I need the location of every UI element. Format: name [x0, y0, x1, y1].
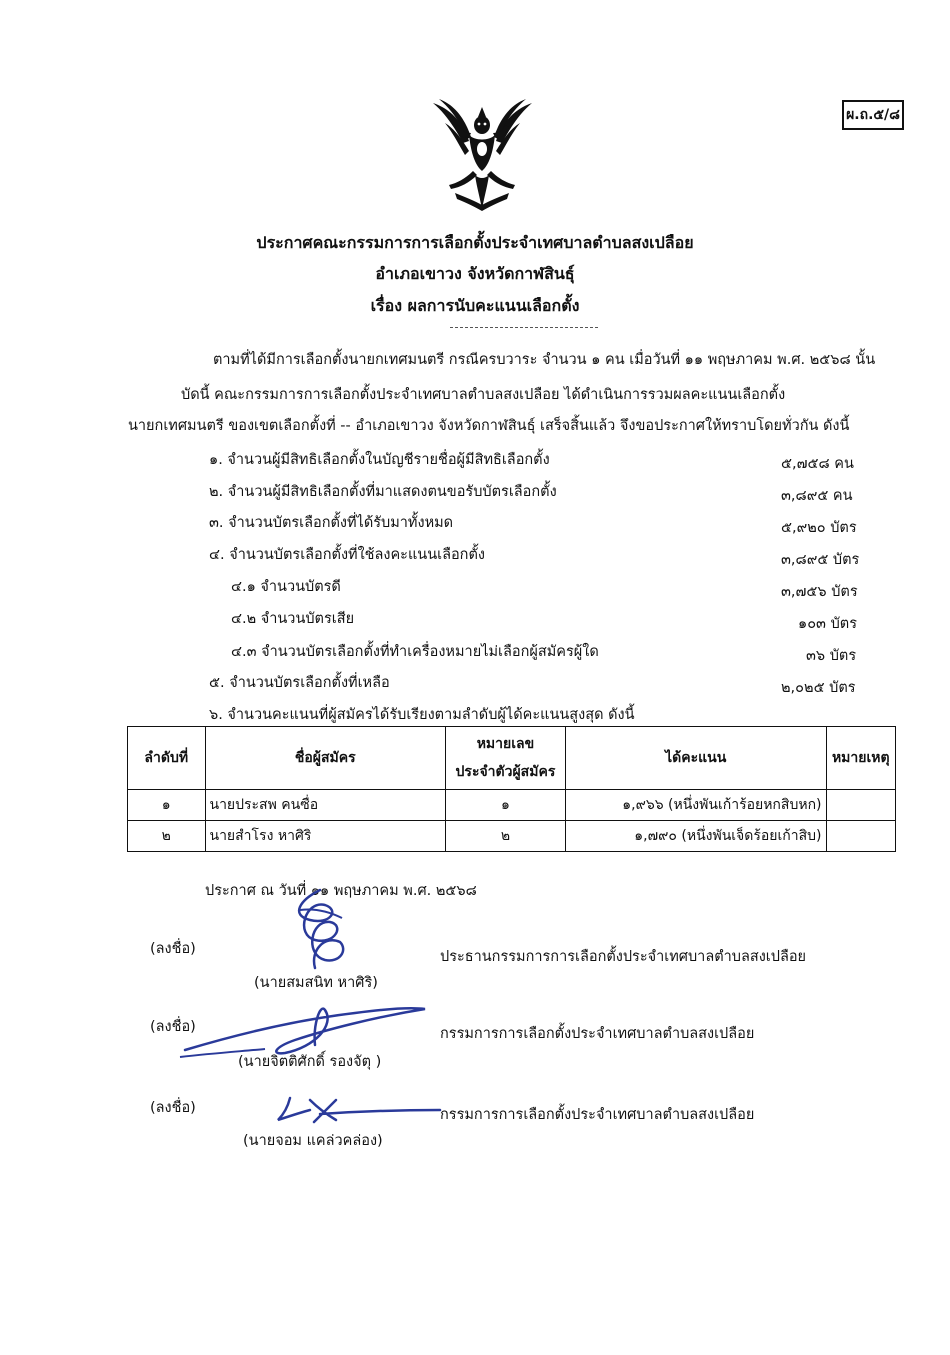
cell-rank: ๑ [128, 790, 206, 821]
item-label: ๔. จำนวนบัตรเลือกตั้งที่ใช้ลงคะแนนเลือกตั้ง [209, 547, 485, 563]
signature-1-mark [270, 880, 370, 975]
table-header-row [128, 727, 896, 790]
cell-votes: ๑,๗๙๐ (หนึ่งพันเจ็ดร้อยเก้าสิบ) [565, 821, 826, 852]
cell-name: นายสำโรง หาศิริ [205, 821, 446, 852]
signer-position: กรรมการการเลือกตั้งประจำเทศบาลตำบลสงเปลือย [440, 1107, 755, 1123]
intro-line-3: นายกเทศมนตรี ของเขตเลือกตั้งที่ -- อำเภอเขาวง จังหวัดกาฬสินธุ์ เสร็จสิ้นแล้ว จึงขอประกาศให้ทราบโดยทั่วกัน ดังนี้ [128, 418, 850, 434]
signer-name: (นายจิตติศักดิ์ รองจัตุ ) [238, 1054, 382, 1070]
signature-3-mark [270, 1090, 445, 1130]
table-row [128, 790, 896, 821]
header-rank: ลำดับที่ [128, 727, 206, 790]
heading-line-1: ประกาศคณะกรรมการการเลือกตั้งประจำเทศบาลตำบลสงเปลือย [256, 233, 694, 252]
sign-label: (ลงชื่อ) [150, 941, 196, 957]
heading-divider [450, 327, 598, 328]
item-value: ๓๖ บัตร [806, 648, 857, 664]
header-name: ชื่อผู้สมัคร [205, 727, 446, 790]
item-label: ๔.๒ จำนวนบัตรเสีย [231, 611, 355, 627]
item-label: ๔.๓ จำนวนบัตรเลือกตั้งที่ทำเครื่องหมายไม่เลือกผู้สมัครผู้ใด [231, 644, 599, 660]
intro-line-1: ตามที่ได้มีการเลือกตั้งนายกเทศมนตรี กรณีครบวาระ จำนวน ๑ คน เมื่อวันที่ ๑๑ พฤษภาคม พ.ศ. ๒๕๖๘ นั้น [213, 352, 876, 368]
announce-date: ประกาศ ณ วันที่ ๑๑ พฤษภาคม พ.ศ. ๒๕๖๘ [205, 883, 477, 899]
item-label: ๖. จำนวนคะแนนที่ผู้สมัครได้รับเรียงตามลำดับผู้ได้คะแนนสูงสุด ดังนี้ [209, 707, 635, 723]
item-label: ๑. จำนวนผู้มีสิทธิเลือกตั้งในบัญชีรายชื่อผู้มีสิทธิเลือกตั้ง [209, 452, 550, 468]
signer-position: กรรมการการเลือกตั้งประจำเทศบาลตำบลสงเปลือย [440, 1026, 755, 1042]
cell-name: นายประสพ คนซื่อ [205, 790, 446, 821]
cell-remark [826, 790, 895, 821]
signer-position: ประธานกรรมการการเลือกตั้งประจำเทศบาลตำบลสงเปลือย [440, 949, 807, 965]
header-number-line-1: หมายเลข [476, 736, 535, 752]
cell-number: ๒ [446, 821, 566, 852]
intro-line-2: บัดนี้ คณะกรรมการการเลือกตั้งประจำเทศบาลตำบลสงเปลือย ได้ดำเนินการรวมผลคะแนนเลือกตั้ง [181, 387, 786, 403]
cell-rank: ๒ [128, 821, 206, 852]
cell-remark [826, 821, 895, 852]
header-number [446, 727, 566, 790]
cell-number: ๑ [446, 790, 566, 821]
header-number-line-2: ประจำตัวผู้สมัคร [455, 764, 556, 780]
garuda-emblem-icon [425, 93, 540, 218]
item-value: ๓,๘๙๕ บัตร [781, 552, 860, 568]
sign-label: (ลงชื่อ) [150, 1019, 196, 1035]
results-table [127, 726, 896, 852]
item-value: ๑๐๓ บัตร [798, 616, 857, 632]
item-value: ๕,๙๒๐ บัตร [781, 520, 857, 536]
item-value: ๓,๘๙๕ คน [781, 488, 853, 504]
item-value: ๕,๗๕๘ คน [781, 456, 854, 472]
item-label: ๕. จำนวนบัตรเลือกตั้งที่เหลือ [209, 675, 390, 691]
item-value: ๒,๐๒๕ บัตร [781, 680, 856, 696]
cell-votes: ๑,๙๖๖ (หนึ่งพันเก้าร้อยหกสิบหก) [565, 790, 826, 821]
header-remark: หมายเหตุ [826, 727, 895, 790]
heading-line-3: เรื่อง ผลการนับคะแนนเลือกตั้ง [370, 296, 580, 315]
heading-line-2: อำเภอเขาวง จังหวัดกาฬสินธุ์ [375, 264, 575, 283]
item-value: ๓,๗๕๖ บัตร [781, 584, 858, 600]
table-row [128, 821, 896, 852]
item-label: ๓. จำนวนบัตรเลือกตั้งที่ได้รับมาทั้งหมด [209, 515, 454, 531]
header-votes: ได้คะแนน [565, 727, 826, 790]
item-label: ๒. จำนวนผู้มีสิทธิเลือกตั้งที่มาแสดงตนขอรับบัตรเลือกตั้ง [209, 484, 557, 500]
sign-label: (ลงชื่อ) [150, 1100, 196, 1116]
form-code: ผ.ถ.๕/๘ [842, 100, 904, 130]
item-label: ๔.๑ จำนวนบัตรดี [231, 579, 341, 595]
signer-name: (นายสมสนิท หาศิริ) [254, 975, 378, 991]
signer-name: (นายจอม แคล่วคล่อง) [243, 1133, 383, 1149]
